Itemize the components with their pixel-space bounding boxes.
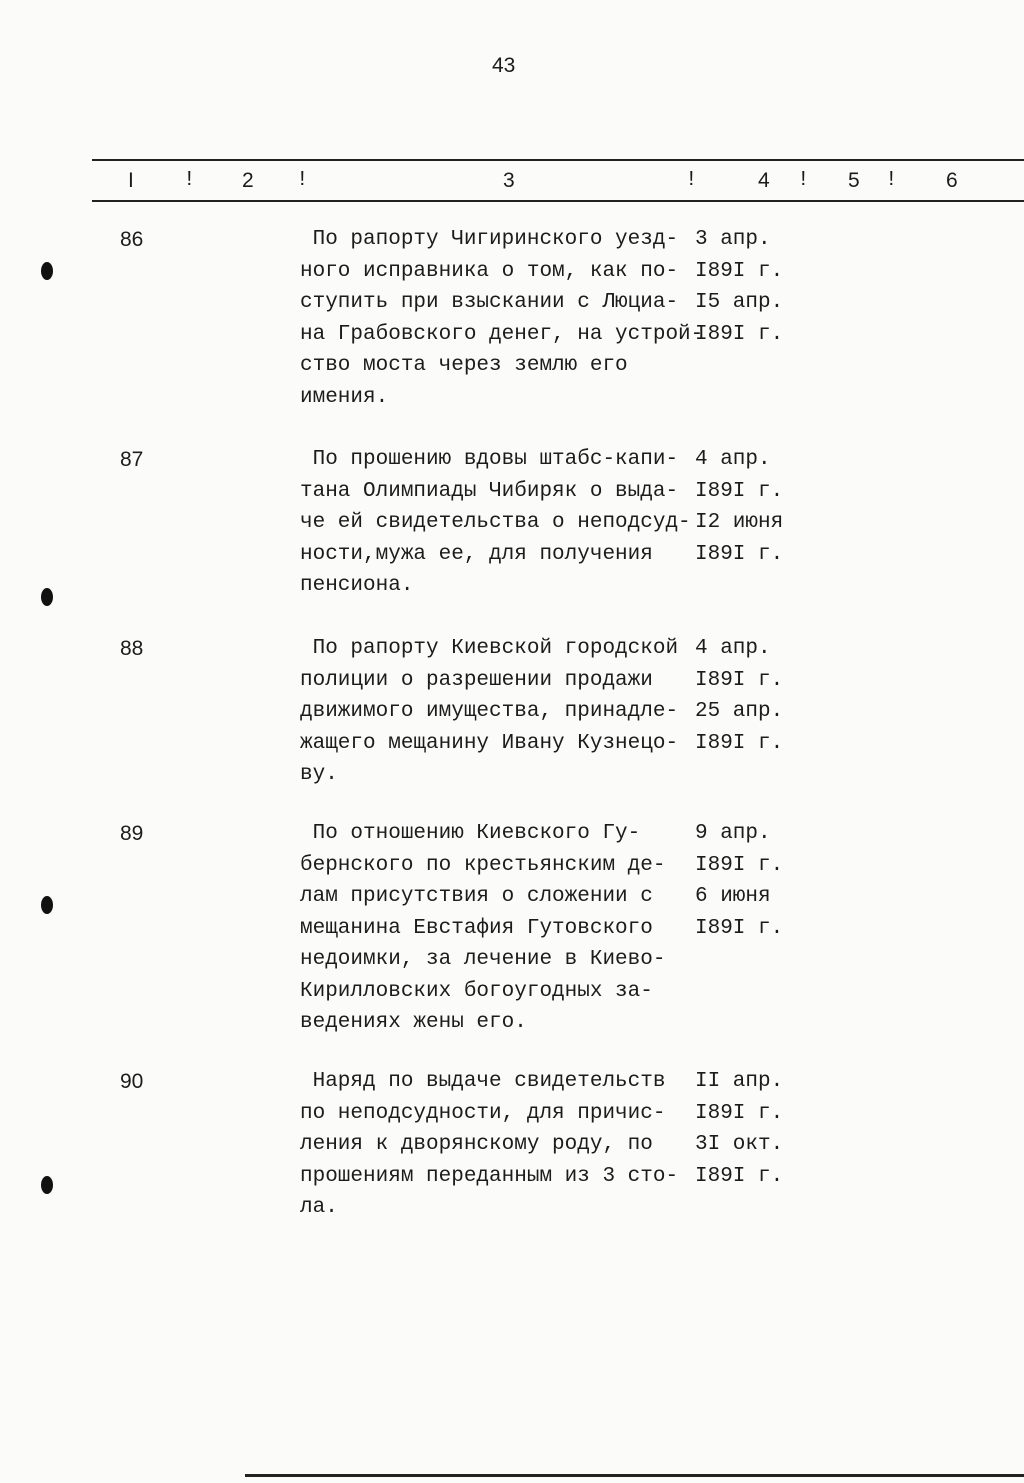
entry-text-line: на Грабовского денег, на устрой- — [300, 322, 704, 346]
entry-text-line: пенсиона. — [300, 574, 414, 597]
entry-date-line: I89I г. — [695, 542, 784, 566]
punch-hole — [41, 588, 53, 606]
entry-text-line: ла. — [300, 1196, 338, 1219]
entry-text-line: жащего мещанину Ивану Кузнецо- — [300, 731, 679, 755]
column-header: I — [128, 169, 134, 192]
entry-number: 89 — [120, 822, 144, 845]
entry-date-line: I89I г. — [695, 1164, 784, 1188]
punch-hole — [41, 262, 53, 280]
entry-text-line: По рапорту Чигиринского уезд- — [300, 228, 679, 251]
entry-text-line: лам присутствия о сложении с — [300, 885, 653, 908]
header-top-rule — [92, 159, 1024, 161]
entry-text-line: По отношению Киевского Гу- — [300, 822, 641, 845]
column-header: 3 — [503, 169, 515, 192]
column-header: 5 — [848, 169, 860, 192]
entry-date-line: I89I г. — [695, 853, 784, 877]
entry-text-line: прошениям переданным из 3 сто- — [300, 1164, 679, 1188]
page-number: 43 — [492, 54, 516, 77]
punch-hole — [41, 1176, 53, 1194]
punch-hole — [41, 896, 53, 914]
column-header: 4 — [758, 169, 770, 192]
entry-text-line: полиции о разрешении продажи — [300, 668, 653, 692]
entry-date-line: 4 апр. — [695, 637, 771, 660]
entry-text-line: имения. — [300, 385, 389, 409]
entry-text-line: ву. — [300, 763, 338, 786]
entry-text-line: тана Олимпиады Чибиряк о выда- — [300, 479, 679, 503]
entry-text-line: ного исправника о том, как по- — [300, 259, 679, 283]
entry-date-line: 3 апр. — [695, 228, 771, 251]
entry-text-line: ведениях жены его. — [300, 1011, 527, 1034]
column-header: 6 — [946, 169, 958, 192]
entry-number: 90 — [120, 1070, 144, 1093]
column-separator: ! — [183, 169, 196, 192]
entry-text-line: ления к дворянскому роду, по — [300, 1133, 653, 1156]
entry-text-line: че ей свидетельства о неподсуд- — [300, 511, 691, 534]
entry-date-line: I89I г. — [695, 731, 784, 755]
entry-date-line: I89I г. — [695, 668, 784, 692]
entry-text-line: мещанина Евстафия Гутовского — [300, 916, 653, 940]
entry-date-line: I5 апр. — [695, 291, 784, 314]
entry-text-line: бернского по крестьянским де- — [300, 853, 666, 877]
header-bottom-rule — [92, 200, 1024, 202]
entry-text-line: недоимки, за лечение в Киево- — [300, 948, 666, 971]
column-header: 2 — [242, 169, 254, 192]
entry-text-line: Кирилловских богоугодных за- — [300, 979, 653, 1003]
bottom-rule — [245, 1474, 1024, 1477]
entry-date-line: II апр. — [695, 1070, 784, 1093]
entry-date-line: 6 июня — [695, 885, 771, 908]
entry-number: 88 — [120, 637, 144, 660]
entry-number: 87 — [120, 448, 144, 471]
entry-text-line: ство моста через землю его — [300, 354, 628, 377]
column-separator: ! — [296, 169, 309, 192]
column-separator: ! — [685, 169, 698, 192]
entry-date-line: 9 апр. — [695, 822, 771, 845]
entry-date-line: I89I г. — [695, 259, 784, 283]
entry-date-line: 25 апр. — [695, 700, 784, 723]
entry-number: 86 — [120, 228, 144, 251]
entry-text-line: По рапорту Киевской городской — [300, 637, 679, 660]
entry-text-line: По прошению вдовы штабс-капи- — [300, 448, 679, 471]
entry-date-line: I2 июня — [695, 511, 784, 534]
entry-text-line: Наряд по выдаче свидетельств — [300, 1070, 666, 1093]
entry-date-line: I89I г. — [695, 916, 784, 940]
column-separator: ! — [797, 169, 810, 192]
entry-date-line: I89I г. — [695, 479, 784, 503]
entry-date-line: I89I г. — [695, 322, 784, 346]
entry-text-line: по неподсудности, для причис- — [300, 1101, 666, 1125]
entry-text-line: ности,мужа ее, для получения — [300, 542, 653, 566]
column-separator: ! — [885, 169, 898, 192]
entry-text-line: движимого имущества, принадле- — [300, 700, 679, 723]
entry-date-line: 3I окт. — [695, 1133, 784, 1156]
entry-date-line: 4 апр. — [695, 448, 771, 471]
entry-date-line: I89I г. — [695, 1101, 784, 1125]
entry-text-line: ступить при взыскании с Люциа- — [300, 291, 679, 314]
